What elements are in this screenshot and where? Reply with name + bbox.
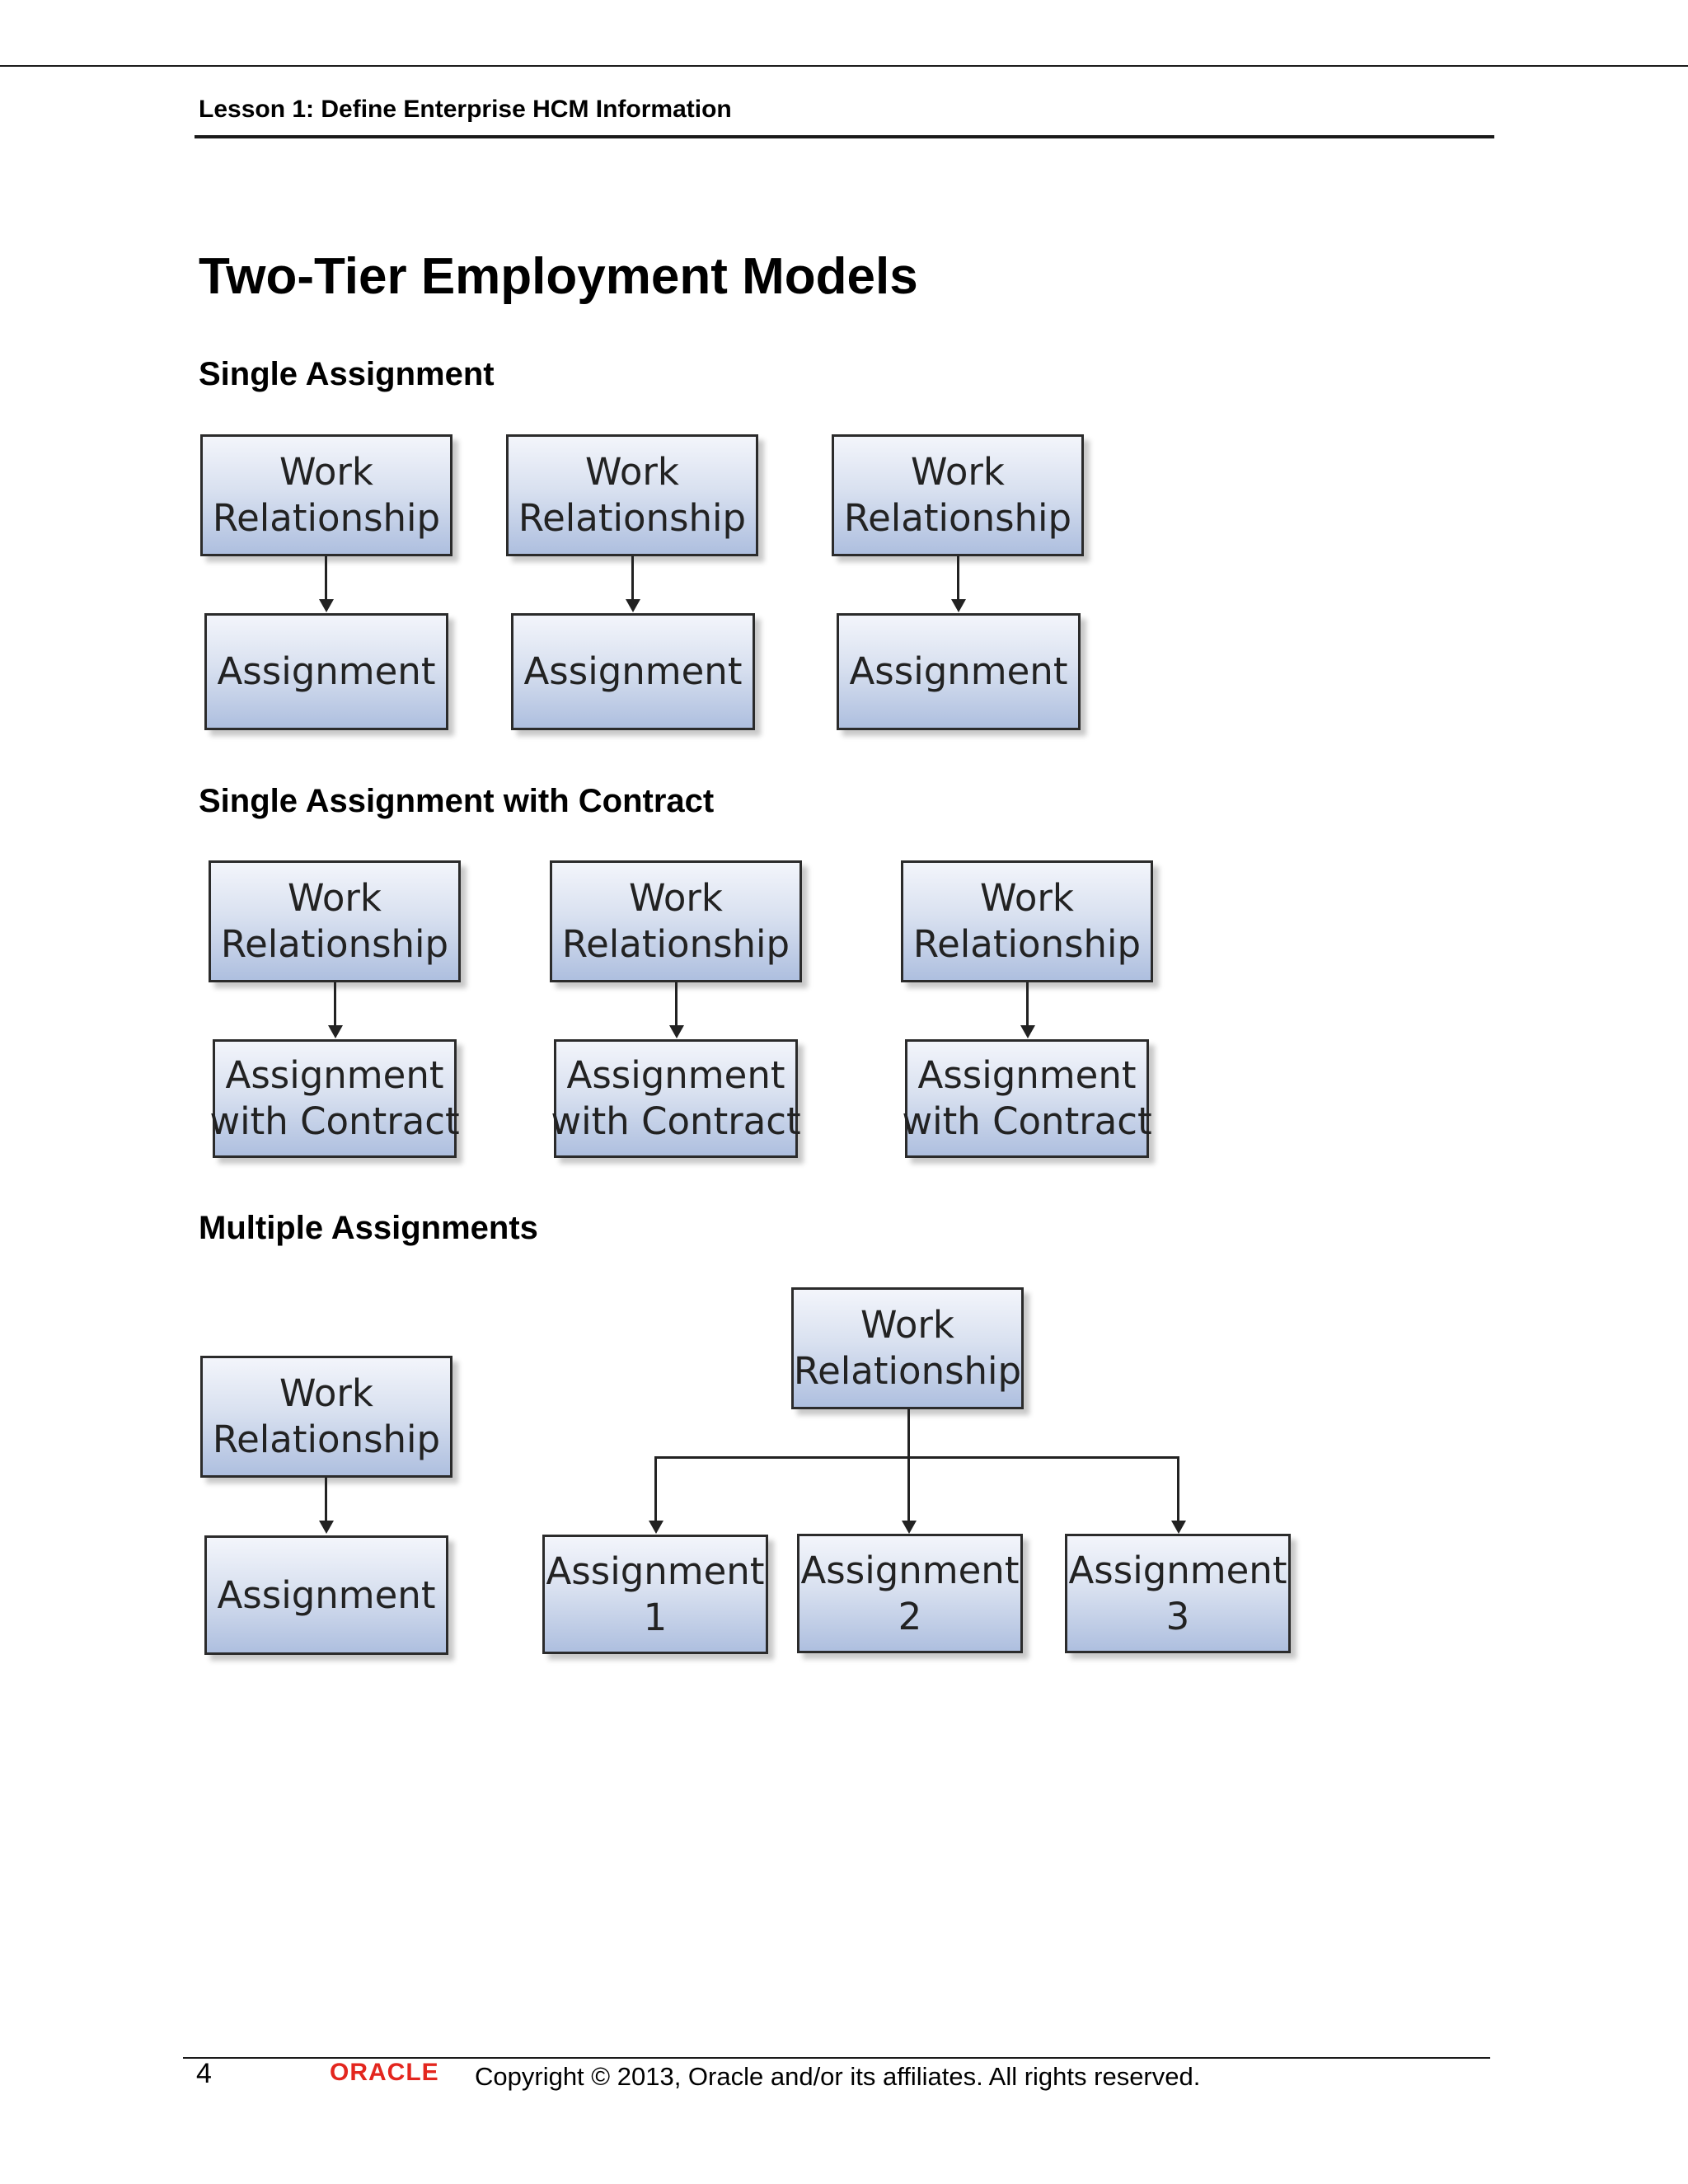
arrow-head <box>1171 1521 1186 1534</box>
assignment-box: Assignment <box>511 613 755 730</box>
top-rule <box>0 65 1688 67</box>
arrow-head <box>328 1025 343 1038</box>
assignment-with-contract-box: Assignment with Contract <box>554 1039 798 1158</box>
header-rule <box>195 135 1494 138</box>
arrow-head <box>649 1521 663 1534</box>
connector <box>334 982 336 1025</box>
oracle-logo: ORACLE <box>330 2059 439 2086</box>
work-relationship-box: Work Relationship <box>200 1356 452 1478</box>
assignment-1-box: Assignment 1 <box>542 1535 768 1654</box>
connector <box>1026 982 1029 1025</box>
tree-trunk <box>907 1409 910 1521</box>
assignment-2-box: Assignment 2 <box>797 1534 1023 1653</box>
assignment-box: Assignment <box>837 613 1081 730</box>
arrow-head <box>669 1025 684 1038</box>
page-number: 4 <box>196 2058 212 2089</box>
assignment-with-contract-box: Assignment with Contract <box>213 1039 457 1158</box>
connector <box>631 556 634 599</box>
section-heading-single: Single Assignment <box>199 356 495 392</box>
assignment-box: Assignment <box>204 1535 448 1655</box>
arrow-head <box>626 599 640 612</box>
arrow-head <box>319 599 334 612</box>
work-relationship-box: Work Relationship <box>901 860 1153 982</box>
connector <box>325 556 327 599</box>
copyright-text: Copyright © 2013, Oracle and/or its affiliates. All rights reserved. <box>475 2062 1201 2091</box>
work-relationship-box: Work Relationship <box>200 434 452 556</box>
connector <box>957 556 959 599</box>
assignment-box: Assignment <box>204 613 448 730</box>
work-relationship-box-multi: Work Relationship <box>791 1287 1024 1409</box>
tree-drop-3 <box>1177 1456 1179 1521</box>
lesson-header: Lesson 1: Define Enterprise HCM Information <box>199 96 732 123</box>
work-relationship-box: Work Relationship <box>832 434 1084 556</box>
section-heading-multiple: Multiple Assignments <box>199 1210 538 1246</box>
assignment-3-box: Assignment 3 <box>1065 1534 1291 1653</box>
assignment-with-contract-box: Assignment with Contract <box>905 1039 1149 1158</box>
arrow-head <box>951 599 966 612</box>
tree-drop-1 <box>654 1456 657 1521</box>
tree-branch <box>654 1456 1179 1459</box>
arrow-head <box>902 1521 917 1534</box>
work-relationship-box: Work Relationship <box>209 860 461 982</box>
arrow-head <box>1020 1025 1035 1038</box>
page-title: Two-Tier Employment Models <box>199 248 918 305</box>
work-relationship-box: Work Relationship <box>506 434 758 556</box>
section-heading-contract: Single Assignment with Contract <box>199 783 715 819</box>
connector <box>325 1478 327 1521</box>
work-relationship-box: Work Relationship <box>550 860 802 982</box>
connector <box>675 982 678 1025</box>
arrow-head <box>319 1521 334 1534</box>
